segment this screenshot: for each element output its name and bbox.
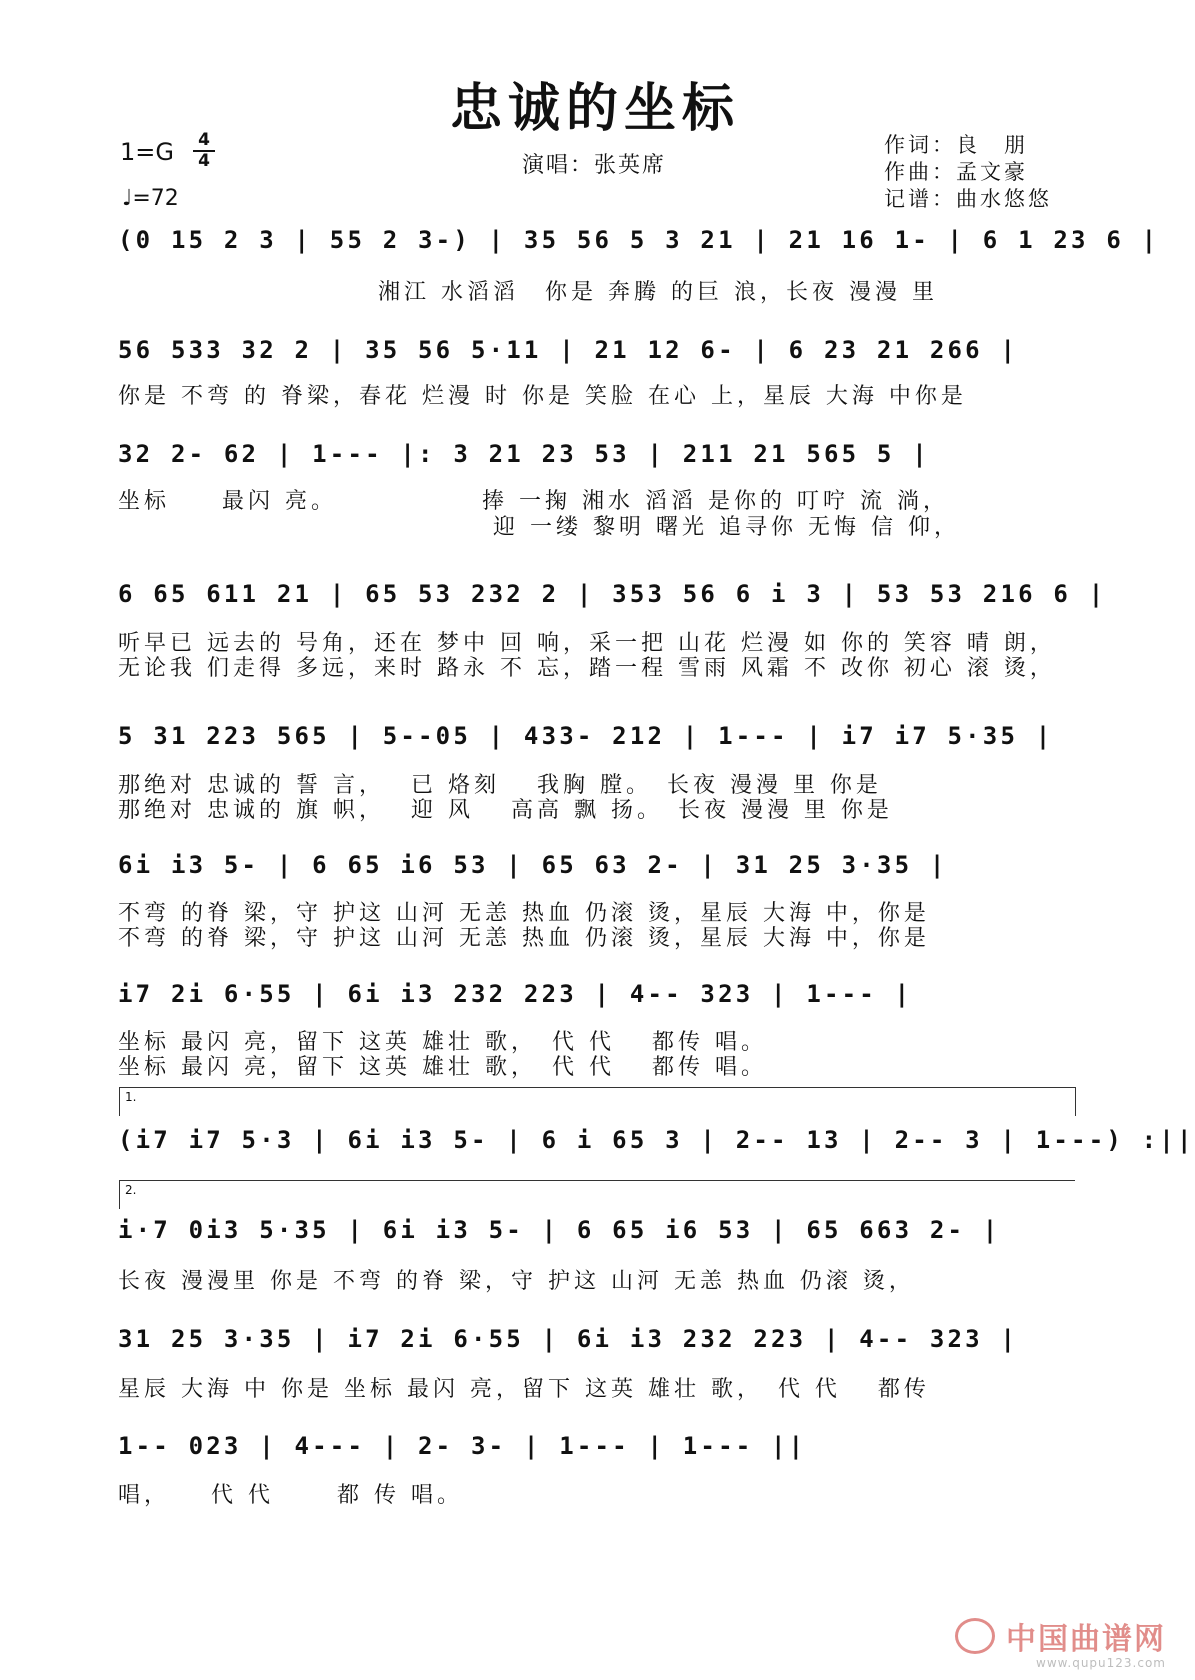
score-line-lyrics-verse2: 无论我 们走得 多远，来时 路永 不 忘，踏一程 雪雨 风霜 不 改你 初心 滚 烫，: [118, 656, 1056, 681]
score-line-notes: 31 25 3·35 | i7 2i 6·55 | 6i i3 232 223 | 4-- 323 |: [118, 1325, 1019, 1353]
score-line-lyrics-verse2: 那绝对 忠诚的 旗 帜， 迎 风 高高 飘 扬。 长夜 漫漫 里 你是: [118, 798, 893, 823]
site-logo-icon: [955, 1618, 995, 1654]
score-line-lyrics: 那绝对 忠诚的 誓 言， 已 烙刻 我胸 膛。 长夜 漫漫 里 你是: [118, 773, 882, 798]
first-ending-bracket: [119, 1087, 1076, 1116]
score-line-lyrics: 坐标 最闪 亮，留下 这英 雄壮 歌， 代 代 都传 唱。: [118, 1030, 767, 1055]
score-line-notes: 32 2- 62 | 1--- |: 3 21 23 53 | 211 21 565 5 |: [118, 440, 930, 468]
score-line-lyrics: 坐标 最闪 亮。 捧 一掬 湘水 滔滔 是你的 叮咛 流 淌，: [118, 489, 949, 514]
score-line-notes: 6 65 611 21 | 65 53 232 2 | 353 56 6 i 3 | 53 53 216 6 |: [118, 580, 1107, 608]
score-line-notes: 56 533 32 2 | 35 56 5·11 | 21 12 6- | 6 23 21 266 |: [118, 336, 1019, 364]
score-line-lyrics: 湘江 水滔滔 你是 奔腾 的巨 浪，长夜 漫漫 里: [118, 280, 938, 305]
singer-credit: 演唱：张英席: [522, 153, 667, 178]
watermark-name: 中国曲谱网: [1006, 1622, 1166, 1657]
score-line-lyrics: 唱， 代 代 都 传 唱。: [118, 1483, 463, 1508]
composer-credit: 作曲：孟文豪: [884, 160, 1028, 184]
score-line-lyrics: 不弯 的脊 梁，守 护这 山河 无恙 热血 仍滚 烫，星辰 大海 中，你是: [118, 901, 930, 926]
score-line-notes: i·7 0i3 5·35 | 6i i3 5- | 6 65 i6 53 | 65 663 2- |: [118, 1216, 1001, 1244]
score-line-lyrics: 长夜 漫漫里 你是 不弯 的脊 梁，守 护这 山河 无恙 热血 仍滚 烫，: [118, 1269, 915, 1294]
watermark-url: www.qupu123.com: [1036, 1656, 1166, 1670]
score-line-lyrics-verse2: 坐标 最闪 亮，留下 这英 雄壮 歌， 代 代 都传 唱。: [118, 1055, 767, 1080]
second-ending-bracket: [119, 1180, 1075, 1209]
meter-top: 4: [198, 130, 210, 150]
score-line-lyrics: 听早已 远去的 号角，还在 梦中 回 响，采一把 山花 烂漫 如 你的 笑容 晴 朗，: [118, 631, 1056, 656]
time-signature: [193, 132, 215, 170]
first-ending-label: 1.: [125, 1090, 137, 1104]
score-line-lyrics: 星辰 大海 中 你是 坐标 最闪 亮，留下 这英 雄壮 歌， 代 代 都传: [118, 1377, 930, 1402]
score-line-lyrics-verse2: 不弯 的脊 梁，守 护这 山河 无恙 热血 仍滚 烫，星辰 大海 中，你是: [118, 926, 930, 951]
score-line-notes: (0 15 2 3 | 55 2 3-) | 35 56 5 3 21 | 21 16 1- | 6 1 23 6 |: [118, 226, 1160, 254]
lyricist-credit: 作词：良 朋: [884, 133, 1028, 157]
second-ending-label: 2.: [125, 1183, 137, 1197]
score-line-notes: i7 2i 6·55 | 6i i3 232 223 | 4-- 323 | 1--- |: [118, 980, 913, 1008]
key-signature: 1=G: [120, 138, 174, 166]
transcriber-credit: 记谱：曲水悠悠: [884, 187, 1052, 211]
site-watermark: [955, 1614, 1166, 1670]
song-title: 忠诚的坐标: [449, 78, 740, 139]
tempo-marking: ♩=72: [122, 186, 179, 211]
credits-block: [884, 132, 1052, 213]
score-line-notes: (i7 i7 5·3 | 6i i3 5- | 6 i 65 3 | 2-- 13 | 2-- 3 | 1---) :||: [118, 1126, 1195, 1154]
score-line-lyrics: 你是 不弯 的 脊梁，春花 烂漫 时 你是 笑脸 在心 上，星辰 大海 中你是: [118, 384, 967, 409]
meter-bottom: 4: [198, 151, 210, 171]
score-line-lyrics-verse2: 迎 一缕 黎明 曙光 追寻你 无悔 信 仰，: [118, 515, 960, 540]
score-line-notes: 6i i3 5- | 6 65 i6 53 | 65 63 2- | 31 25 3·35 |: [118, 851, 948, 879]
score-line-notes: 5 31 223 565 | 5--05 | 433- 212 | 1--- | i7 i7 5·35 |: [118, 722, 1054, 750]
score-line-notes: 1-- 023 | 4--- | 2- 3- | 1--- | 1--- ||: [118, 1432, 807, 1460]
